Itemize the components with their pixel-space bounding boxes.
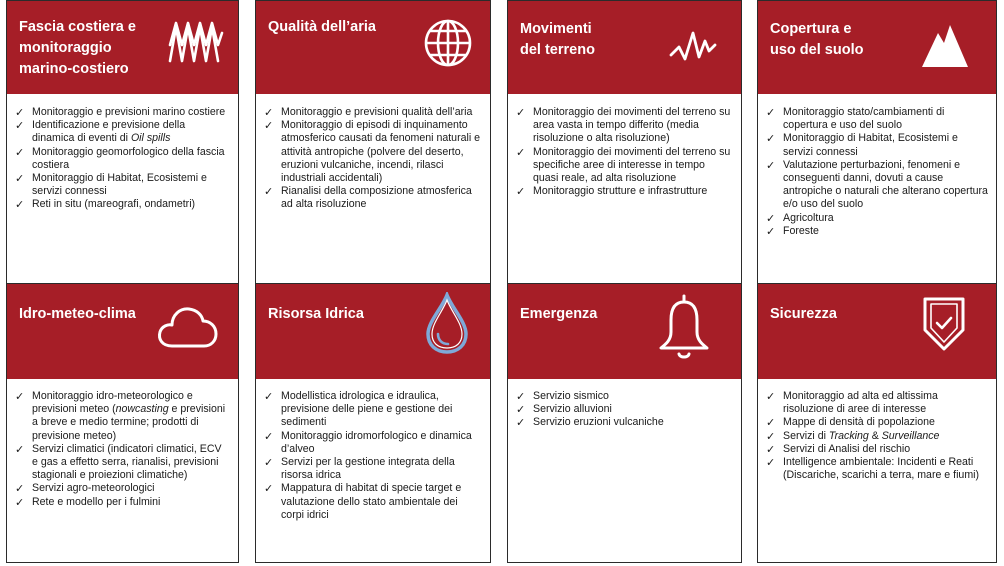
water-drop-icon — [424, 292, 470, 356]
card-title: Sicurezza — [770, 306, 837, 322]
list-item: ✓ Agricoltura — [766, 212, 988, 225]
list-item: ✓ Monitoraggio di Habitat, Ecosistemi e servizi connessi — [766, 132, 988, 158]
list-item: ✓ Servizi per la gestione integrata della risorsa idrica — [264, 456, 482, 482]
list-item: ✓ Rianalisi della composizione atmosferica ad alta risoluzione — [264, 185, 482, 211]
bell-icon — [657, 292, 711, 362]
list-item: ✓ Monitoraggio dei movimenti del terreno su specifiche aree di interesse in tempo quasi reale, ad alta risoluzione — [516, 146, 733, 186]
list-item: ✓ Monitoraggio strutture e infrastrutture — [516, 185, 733, 198]
list-item: ✓ Rete e modello per i fulmini — [15, 496, 230, 509]
card-copertura-suolo — [757, 0, 997, 286]
list-item: ✓ Servizio alluvioni — [516, 403, 733, 416]
waves-icon — [168, 21, 224, 63]
list-item: ✓ Foreste — [766, 225, 988, 238]
card-title: Risorsa Idrica — [268, 306, 364, 322]
checklist — [15, 106, 230, 212]
card-header — [758, 1, 996, 94]
list-item: ✓ Mappe di densità di popolazione — [766, 416, 988, 429]
list-item: ✓ Monitoraggio di Habitat, Ecosistemi e servizi connessi — [15, 172, 230, 198]
seismograph-icon — [669, 29, 717, 63]
card-title: Movimenti del terreno — [520, 21, 595, 58]
checklist — [264, 390, 482, 522]
mountain-icon — [920, 23, 970, 69]
card-idro-meteo-clima — [6, 283, 239, 563]
checklist — [766, 106, 988, 238]
list-item: ✓ Servizio sismico — [516, 390, 733, 403]
card-header — [758, 284, 996, 379]
card-header — [508, 1, 741, 94]
checklist — [766, 390, 988, 482]
list-item: ✓ Monitoraggio idromorfologico e dinamica d’alveo — [264, 430, 482, 456]
card-title: Emergenza — [520, 306, 598, 322]
card-title: Idro-meteo-clima — [19, 306, 136, 322]
card-header — [256, 1, 490, 94]
card-title: Copertura e uso del suolo — [770, 21, 864, 58]
shield-check-icon — [922, 296, 966, 352]
checklist — [516, 106, 733, 198]
list-item: ✓ Monitoraggio e previsioni marino costiere — [15, 106, 230, 119]
card-header — [508, 284, 741, 379]
list-item: ✓ Servizi di Tracking & Surveillance — [766, 430, 988, 443]
list-item: ✓ Monitoraggio e previsioni qualità dell’aria — [264, 106, 482, 119]
card-emergenza — [507, 283, 742, 563]
list-item: ✓ Servizi di Analisi del rischio — [766, 443, 988, 456]
list-item: ✓ Servizi climatici (indicatori climatici, ECV e gas a effetto serra, rianalisi, previsioni stagionali e proiezioni climatiche) — [15, 443, 230, 483]
list-item: ✓ Monitoraggio dei movimenti del terreno su area vasta in tempo differito (media risoluzione o alta risoluzione) — [516, 106, 733, 146]
card-movimenti-terreno — [507, 0, 742, 286]
list-item: ✓ Modellistica idrologica e idraulica, previsione delle piene e gestione dei sedimenti — [264, 390, 482, 430]
list-item: ✓ Intelligence ambientale: Incidenti e Reati (Discariche, scarichi a terra, mare e fiumi) — [766, 456, 988, 482]
list-item: ✓ Reti in situ (mareografi, ondametri) — [15, 198, 230, 211]
list-item: ✓ Servizio eruzioni vulcaniche — [516, 416, 733, 429]
card-header — [256, 284, 490, 379]
list-item: ✓ Mappatura di habitat di specie target e valutazione dello stato ambientale dei corpi idrici — [264, 482, 482, 522]
list-item: ✓ Valutazione perturbazioni, fenomeni e conseguenti danni, dovuti a cause antropiche o naturali che alterano copertura e/o uso del suolo — [766, 159, 988, 212]
card-header — [7, 284, 238, 379]
list-item: ✓ Monitoraggio geomorfologico della fascia costiera — [15, 146, 230, 172]
globe-icon — [422, 17, 474, 69]
list-item: ✓ Monitoraggio ad alta ed altissima risoluzione di aree di interesse — [766, 390, 988, 416]
card-fascia-costiera — [6, 0, 239, 286]
card-risorsa-idrica — [255, 283, 491, 563]
checklist — [15, 390, 230, 509]
card-header — [7, 1, 238, 94]
list-item: ✓ Servizi agro-meteorologici — [15, 482, 230, 495]
card-title: Fascia costiera e monitoraggio marino-costiero — [19, 19, 136, 77]
card-title: Qualità dell’aria — [268, 19, 376, 35]
card-sicurezza — [757, 283, 997, 563]
list-item: ✓ Monitoraggio stato/cambiamenti di copertura e uso del suolo — [766, 106, 988, 132]
card-qualita-aria — [255, 0, 491, 286]
cloud-icon — [156, 298, 220, 352]
list-item: ✓ Monitoraggio idro-meteorologico e previsioni meteo (nowcasting e previsioni a breve e medio termine; prodotti di previsione meteo) — [15, 390, 230, 443]
checklist — [264, 106, 482, 212]
list-item: ✓ Identificazione e previsione della dinamica di eventi di Oil spills — [15, 119, 230, 145]
list-item: ✓ Monitoraggio di episodi di inquinamento atmosferico causati da fenomeni naturali e attività antropiche (polvere del deserto, eruzioni vulcaniche, incendi, rilasci industriali accidentali) — [264, 119, 482, 185]
checklist — [516, 390, 733, 430]
